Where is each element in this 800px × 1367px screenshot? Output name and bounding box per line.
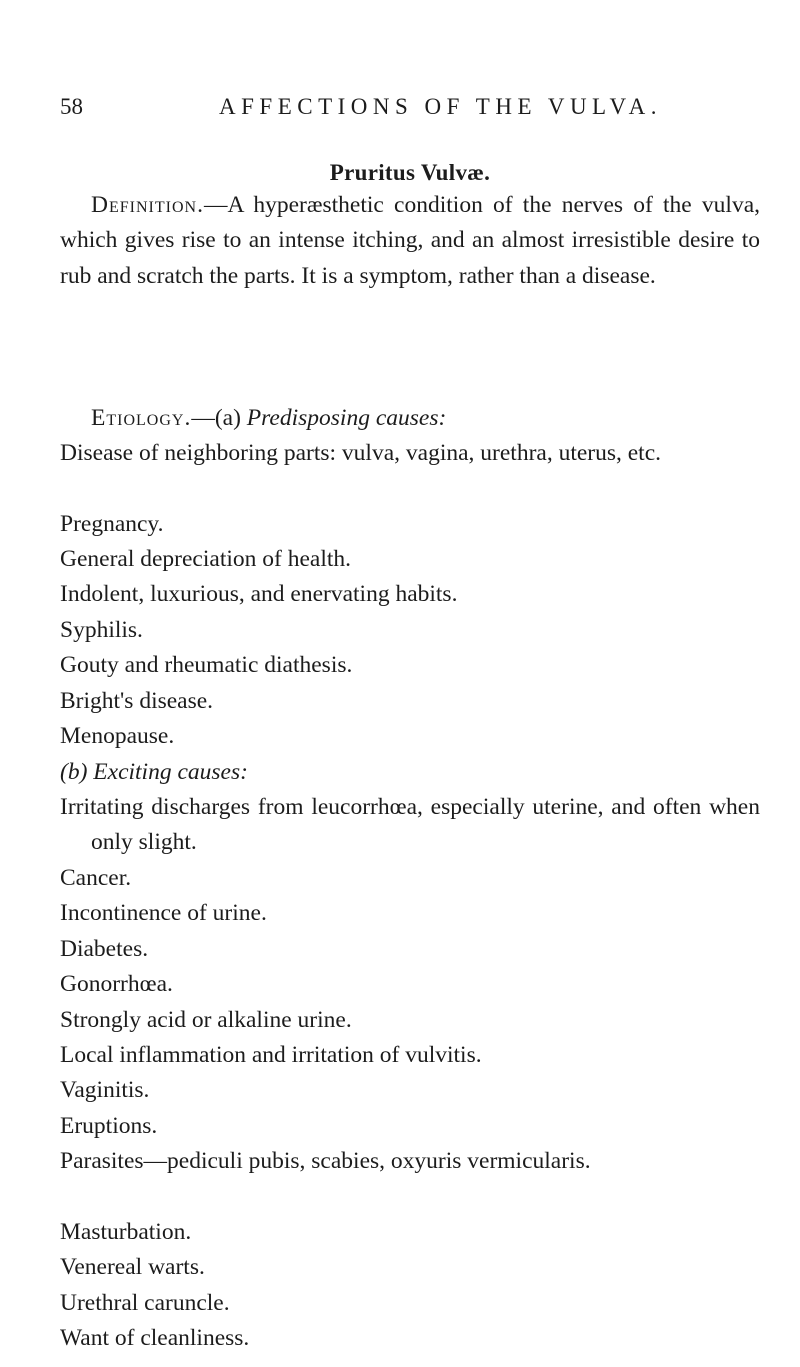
- list-item: Want of cleanliness.: [60, 1325, 250, 1351]
- list-item: Incontinence of urine.: [60, 900, 267, 926]
- definition-text: A hyperæsthetic condition of the nerves of the vulva, which gives rise to an intense itching, and an almost irresistible desire to rub and scratch the parts. It is a symptom, rather than a disease.: [60, 192, 760, 289]
- definition-paragraph: [60, 188, 760, 294]
- predisposing-heading: Predisposing causes:: [246, 405, 447, 431]
- list-item: Pregnancy.: [60, 511, 164, 537]
- list-item: Urethral caruncle.: [60, 1290, 230, 1316]
- etiology-dash: —: [191, 405, 215, 431]
- definition-dash: —: [203, 192, 228, 218]
- section-title: Pruritus Vulvæ.: [329, 160, 491, 185]
- etiology-heading: [91, 401, 446, 436]
- etiology-label: Etiology.: [91, 405, 192, 431]
- list-item: Gonorrhœa.: [60, 971, 173, 997]
- exciting-marker: (b): [60, 759, 88, 785]
- page-number: 58: [60, 94, 83, 119]
- list-item: Menopause.: [60, 723, 175, 749]
- list-item: Indolent, luxurious, and enervating habits.: [60, 581, 458, 607]
- predisposing-marker: (a): [214, 405, 241, 431]
- list-item: Local inflammation and irritation of vulvitis.: [60, 1042, 482, 1068]
- list-item: Disease of neighboring parts: vulva, vagina, urethra, uterus, etc.: [60, 440, 662, 466]
- list-item: Masturbation.: [60, 1219, 192, 1245]
- exciting-heading-text: Exciting causes:: [93, 759, 248, 785]
- list-item: Irritating discharges from leucorrhœa, especially uterine, and often when only slight.: [60, 794, 760, 856]
- list-item: Diabetes.: [60, 936, 149, 962]
- list-item: Parasites—pediculi pubis, scabies, oxyuris vermicularis.: [60, 1148, 591, 1174]
- running-title: AFFECTIONS OF THE VULVA.: [219, 94, 662, 119]
- page-header: [0, 90, 800, 124]
- list-item: Vaginitis.: [60, 1077, 150, 1103]
- list-item: Gouty and rheumatic diathesis.: [60, 652, 353, 678]
- definition-label: Definition.: [91, 192, 204, 218]
- list-item: Strongly acid or alkaline urine.: [60, 1007, 352, 1033]
- exciting-heading: [60, 755, 248, 790]
- list-item: Cancer.: [60, 865, 132, 891]
- list-item: Venereal warts.: [60, 1254, 205, 1280]
- list-item: Eruptions.: [60, 1113, 158, 1139]
- list-item: Bright's disease.: [60, 688, 214, 714]
- list-item: General depreciation of health.: [60, 546, 351, 572]
- list-item: Syphilis.: [60, 617, 143, 643]
